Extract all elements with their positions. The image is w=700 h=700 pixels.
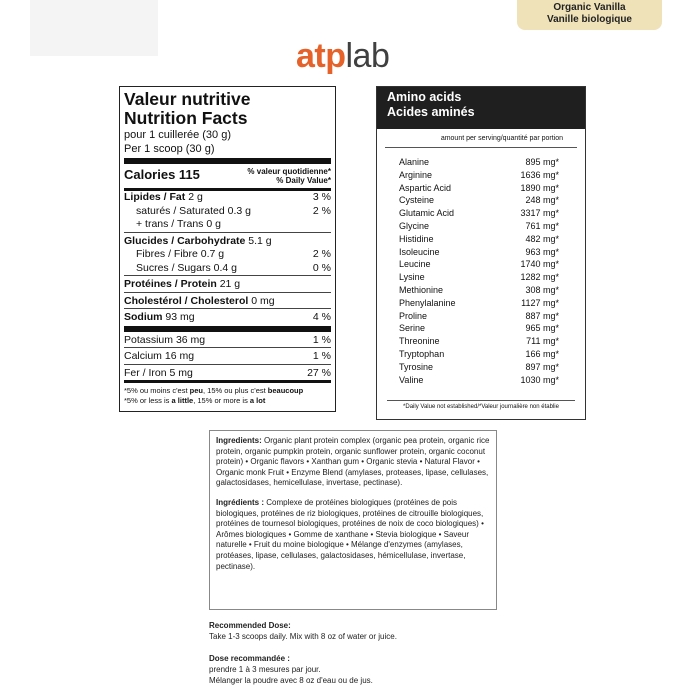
amino-acid-row: [399, 284, 559, 297]
amino-acid-list: [377, 148, 585, 386]
amino-acid-value: 1282 mg*: [520, 272, 559, 283]
ingredients-fr-label: Ingrédients :: [216, 497, 265, 507]
nutrient-dv: [301, 218, 331, 231]
amino-acid-name: Leucine: [399, 259, 431, 270]
amino-acid-value: 308 mg*: [525, 284, 559, 295]
nutrient-amount: 0.7 g: [200, 248, 225, 260]
nutrient-label: Fibres / Fibre: [136, 248, 198, 260]
amino-acid-value: 1890 mg*: [520, 182, 559, 193]
amino-acid-name: Threonine: [399, 336, 440, 347]
nutrient-amount: 0.3 g: [227, 204, 251, 217]
nutrient-amount: 0 g: [206, 218, 221, 230]
nutrient-label: Calcium: [124, 350, 162, 362]
nutrient-dv: 3 %: [312, 191, 331, 203]
nutrient-dv: 2 %: [312, 248, 331, 260]
ingredients-fr: [216, 498, 490, 572]
amino-acid-value: 895 mg*: [525, 157, 559, 167]
nutrient-label: Sucres / Sugars: [136, 261, 211, 274]
amino-acid-row: [399, 207, 559, 220]
amino-acid-row: [399, 220, 559, 233]
amino-acid-name: Lysine: [399, 272, 425, 283]
dose-en-text: Take 1-3 scoops daily. Mix with 8 oz of water or juice.: [209, 632, 397, 641]
nutrient-label: Fer / Iron: [124, 366, 167, 379]
amino-footnote: *Daily Value not established/*Valeur journalière non établie: [387, 400, 575, 410]
nutrient-row-protein: [124, 275, 331, 292]
amino-acid-row: [399, 348, 559, 361]
nutrient-label: Sodium: [124, 311, 163, 323]
footnote-en: [124, 396, 331, 406]
footnote-text: *5% or less is: [124, 396, 172, 405]
nutrient-row-saturated: [124, 205, 331, 219]
amino-acid-name: Isoleucine: [399, 246, 440, 257]
amino-acid-name: Aspartic Acid: [399, 182, 452, 193]
logo-part-lab: lab: [345, 37, 390, 75]
nutrient-dv: 1 %: [312, 350, 331, 362]
amino-acid-value: 1127 mg*: [521, 297, 559, 308]
dose-section: [209, 620, 397, 686]
nutrient-row-cholesterol: [124, 292, 331, 309]
nutrient-label: Potassium: [124, 333, 174, 346]
amino-acid-name: Phenylalanine: [399, 297, 456, 308]
nutrient-row-trans: [124, 218, 331, 232]
amino-acid-value: 1030 mg*: [520, 374, 559, 385]
serving-size-fr: pour 1 cuillerée (30 g): [124, 129, 232, 141]
nutrient-row-carbohydrate: [124, 232, 331, 249]
amino-acid-row: [399, 361, 559, 374]
amino-acid-row: [399, 258, 559, 271]
amino-acid-name: Glutamic Acid: [399, 208, 455, 219]
amino-acid-value: 761 mg*: [525, 220, 559, 231]
amino-acid-row: [399, 194, 559, 207]
amino-acid-name: Alanine: [399, 157, 430, 167]
amino-acid-name: Glycine: [399, 220, 430, 231]
amino-acid-value: 897 mg*: [525, 361, 559, 372]
nutrient-dv: 2 %: [312, 204, 331, 217]
amino-acid-value: 482 mg*: [525, 233, 559, 244]
brand-logo: [296, 36, 389, 76]
dose-fr-text-1: prendre 1 à 3 mesures par jour.: [209, 665, 321, 674]
dose-fr-text-2: Mélanger la poudre avec 8 oz d'eau ou de jus.: [209, 676, 373, 685]
nutrient-amount: 93 mg: [165, 311, 195, 323]
amino-acid-row: [399, 169, 559, 182]
nutrition-facts-panel: [119, 86, 336, 412]
nutrient-amount: 16 mg: [164, 350, 195, 362]
amino-acids-panel: [376, 86, 586, 420]
amino-acid-row: [399, 156, 559, 169]
calories-label: Calories 115: [124, 167, 200, 182]
amino-acid-row: [399, 322, 559, 335]
ingredients-box: [209, 430, 497, 610]
footnote-text: *5% ou moins c'est: [124, 386, 190, 395]
amino-subheader: amount per serving/quantité par portion: [385, 129, 577, 148]
amino-acid-row: [399, 246, 559, 259]
nutrient-amount: 21 g: [219, 278, 241, 290]
amino-acid-value: 1636 mg*: [520, 169, 559, 180]
amino-acid-name: Arginine: [399, 169, 433, 180]
amino-acid-name: Methionine: [399, 284, 444, 295]
flavor-fr: Vanille biologique: [546, 14, 632, 25]
nutrition-footnote: [124, 383, 331, 406]
amino-acid-name: Serine: [399, 323, 426, 334]
footnote-text: a little: [171, 396, 194, 405]
nutrient-label: Cholestérol / Cholesterol: [124, 294, 249, 307]
dv-header-en: % Daily Value*: [276, 176, 331, 185]
nutrient-dv: 0 %: [312, 261, 331, 274]
serving-size-en: Per 1 scoop (30 g): [124, 143, 215, 155]
footnote-text: peu: [189, 386, 203, 395]
footnote-fr: [124, 386, 331, 396]
amino-acid-name: Cysteine: [399, 195, 435, 206]
logo-part-atp: atp: [296, 37, 346, 75]
nutrient-row-fat: [124, 191, 331, 205]
amino-acid-row: [399, 335, 559, 348]
nutrient-dv: 4 %: [312, 311, 331, 323]
nutrient-dv: 27 %: [307, 366, 331, 379]
nutrient-dv: [301, 235, 331, 248]
amino-title-en: Amino acids: [387, 90, 462, 104]
nutrient-row-iron: [124, 364, 331, 381]
nutrient-amount: 0 mg: [251, 294, 275, 307]
nutrient-amount: 5 mg: [169, 366, 193, 379]
nutrient-row-fibre: [124, 248, 331, 262]
flavor-en: Organic Vanilla: [553, 2, 626, 13]
ingredients-fr-text: Complexe de protéines biologiques (protéines de pois biologiques, protéines de riz biologiques, protéines de citrouille biologiques, protéines de tournesol biologiques, protéines de noix de coco biologiques) • Arômes biologiques • Gomme de xanthane • Stevia biologique • Saveur naturelle • Fruit du moine biologique • Mélange d'enzymes (amylases, protéases, lipase, cellulases, galactosidases, hémicellulase, invertase, pectinase).: [216, 497, 484, 571]
footnote-text: , 15% ou plus c'est: [202, 386, 268, 395]
amino-acid-value: 3317 mg*: [520, 208, 559, 219]
nutrient-dv: [301, 278, 331, 291]
nutrient-amount: 36 mg: [175, 333, 206, 346]
nutrient-amount: 0.4 g: [213, 261, 237, 274]
nutrient-row-sodium: [124, 308, 331, 325]
amino-acid-value: 711 mg*: [526, 336, 559, 347]
amino-title-fr: Acides aminés: [387, 105, 475, 119]
amino-acid-value: 248 mg*: [525, 195, 559, 206]
dv-header-fr: % valeur quotidienne*: [247, 167, 331, 176]
calories-row: [124, 164, 331, 188]
amino-acid-row: [399, 271, 559, 284]
footnote-text: , 15% or more is: [193, 396, 250, 405]
nutrient-row-sugars: [124, 262, 331, 276]
daily-value-header: [247, 167, 331, 185]
amino-acid-value: 963 mg*: [525, 246, 559, 257]
amino-acid-row: [399, 374, 559, 387]
ingredients-en-text: Organic plant protein complex (organic pea protein, organic rice protein, organic pumpkin protein, organic sunflower protein, organic coconut protein) • Organic flavors • Xanthan gum • Organic stevia • Natural Flavor • Organic monk Fruit • Enzyme Blend (amylases, proteases, lipase, cellulases, galactosidases, hemicellulase, invertase, pectinase).: [216, 436, 490, 488]
dose-en-label: Recommended Dose:: [209, 621, 291, 630]
nutrient-label: Protéines / Protein: [124, 278, 217, 290]
amino-acids-header: [377, 87, 585, 129]
flavor-tag: [517, 0, 662, 30]
ingredients-en: [216, 436, 490, 489]
nutrition-title-en: Nutrition Facts: [124, 108, 248, 128]
amino-acid-name: Valine: [399, 374, 424, 385]
amino-acid-value: 965 mg*: [525, 323, 559, 334]
footnote-text: a lot: [249, 396, 266, 405]
nutrient-label: + trans / Trans: [136, 218, 204, 230]
amino-acid-name: Tryptophan: [399, 348, 445, 359]
footnote-text: beaucoup: [267, 386, 304, 395]
nutrient-dv: [301, 295, 331, 308]
amino-acid-row: [399, 297, 559, 310]
nutrient-amount: 2 g: [188, 191, 203, 203]
amino-acid-row: [399, 233, 559, 246]
amino-acid-name: Histidine: [399, 233, 434, 244]
amino-acid-name: Proline: [399, 310, 428, 321]
nutrient-label: Lipides / Fat: [124, 191, 186, 203]
amino-acid-value: 887 mg*: [525, 310, 559, 321]
nutrient-amount: 5.1 g: [248, 234, 272, 247]
amino-acid-row: [399, 182, 559, 195]
amino-acid-row: [399, 310, 559, 323]
dose-fr-label: Dose recommandée :: [209, 654, 290, 663]
amino-acid-name: Tyrosine: [399, 361, 434, 372]
nutrition-title-fr: Valeur nutritive: [124, 89, 251, 109]
nutrient-label: saturés / Saturated: [136, 204, 225, 217]
ingredients-en-label: Ingredients:: [216, 436, 262, 445]
top-left-panel: [30, 0, 158, 56]
nutrient-dv: 1 %: [312, 333, 331, 346]
amino-acid-value: 166 mg*: [525, 348, 559, 359]
amino-acid-value: 1740 mg*: [520, 259, 559, 270]
nutrient-row-calcium: [124, 347, 331, 364]
nutrient-row-potassium: [124, 332, 331, 348]
nutrient-label: Glucides / Carbohydrate: [124, 234, 246, 247]
